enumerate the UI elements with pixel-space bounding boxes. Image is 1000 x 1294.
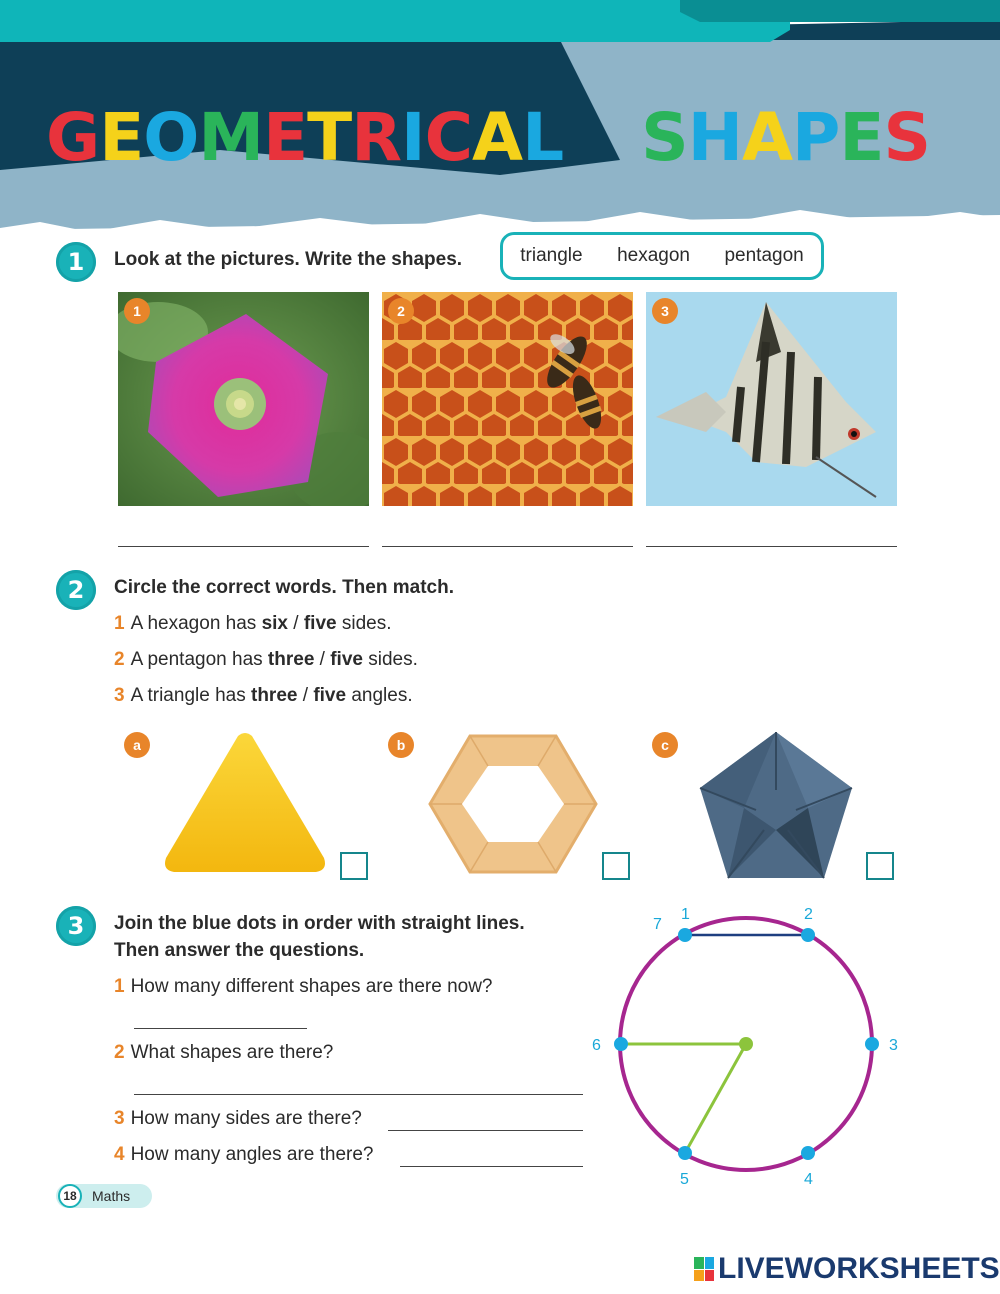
pentagon-puzzle: [696, 730, 856, 880]
pink-flower-photo: [118, 292, 369, 506]
match-checkbox-a[interactable]: [340, 852, 368, 880]
option-word[interactable]: three: [267, 649, 315, 670]
dot-label-6: 6: [592, 1037, 601, 1054]
answer-line-q3[interactable]: [388, 1130, 583, 1131]
dot-label-2: 2: [804, 906, 813, 923]
yellow-triangle: [160, 730, 330, 876]
shape-badge-b: b: [388, 732, 414, 758]
question-3: 3 How many sides are there?: [114, 1108, 362, 1129]
dot-label-4: 4: [804, 1171, 813, 1188]
dot-label-5: 5: [680, 1171, 689, 1188]
answer-line-q4[interactable]: [400, 1166, 583, 1167]
option-word[interactable]: five: [330, 649, 363, 670]
word-bank-item: hexagon: [617, 245, 690, 266]
option-word[interactable]: five: [313, 685, 347, 706]
angelfish-photo: [646, 292, 897, 506]
exercise-1-instruction: Look at the pictures. Write the shapes.: [114, 249, 463, 270]
option-word[interactable]: six: [261, 613, 288, 634]
answer-line-2[interactable]: [382, 546, 633, 547]
word-bank: [500, 232, 824, 280]
blue-dot-6[interactable]: [614, 1037, 628, 1051]
match-checkbox-b[interactable]: [602, 852, 630, 880]
match-checkbox-c[interactable]: [866, 852, 894, 880]
dot-label-7: 7: [653, 916, 662, 933]
dot-label-1: 1: [681, 906, 690, 923]
question-4: 4 How many angles are there?: [114, 1144, 374, 1165]
exercise-1-number: 1: [56, 242, 96, 282]
word-bank-item: pentagon: [724, 245, 804, 266]
statement-2: 2 A pentagon has three / five sides.: [114, 649, 418, 670]
brand-name: LIVEWORKSHEETS: [718, 1252, 1000, 1285]
center-dot[interactable]: [739, 1037, 753, 1051]
liveworksheets-brand[interactable]: [694, 1252, 1000, 1286]
title-word-2: SHAPES: [641, 99, 931, 176]
option-word[interactable]: three: [251, 685, 298, 706]
exercise-2-instruction: Circle the correct words. Then match.: [114, 577, 454, 598]
wooden-hexagon-frame: [428, 734, 598, 874]
blue-dot-5[interactable]: [678, 1146, 692, 1160]
dots-circle-diagram[interactable]: [585, 900, 915, 1200]
shape-badge-a: a: [124, 732, 150, 758]
blue-dot-4[interactable]: [801, 1146, 815, 1160]
statement-1: 1 A hexagon has six / five sides.: [114, 613, 392, 634]
honeycomb-bees-photo: [382, 292, 633, 506]
exercise-3-number: 3: [56, 906, 96, 946]
blue-dot-1[interactable]: [678, 928, 692, 942]
dot-label-3: 3: [889, 1037, 898, 1054]
option-word[interactable]: five: [303, 613, 337, 634]
blue-dot-3[interactable]: [865, 1037, 879, 1051]
subject-label: Maths: [92, 1188, 131, 1204]
question-1: 1 How many different shapes are there now?: [114, 976, 493, 997]
statement-3: 3 A triangle has three / five angles.: [114, 685, 413, 706]
picture-badge: 2: [388, 298, 414, 324]
answer-line-q1[interactable]: [134, 1028, 307, 1029]
answer-line-3[interactable]: [646, 546, 897, 547]
header-banner: [0, 0, 1000, 240]
question-2: 2 What shapes are there?: [114, 1042, 334, 1063]
exercise-2-number: 2: [56, 570, 96, 610]
exercise-3-instruction-line-1: Join the blue dots in order with straight lines.: [114, 913, 525, 934]
picture-badge: 1: [124, 298, 150, 324]
shape-badge-c: c: [652, 732, 678, 758]
exercise-3-instruction-line-2: Then answer the questions.: [114, 940, 365, 961]
word-bank-item: triangle: [520, 245, 583, 266]
page-number: 18: [58, 1184, 82, 1208]
picture-badge: 3: [652, 298, 678, 324]
title-word-1: GEOMETRICAL: [46, 99, 564, 176]
page-footer-tag: [56, 1184, 152, 1208]
answer-line-q2[interactable]: [134, 1094, 583, 1095]
liveworksheets-logo-icon: [694, 1257, 714, 1281]
blue-dot-2[interactable]: [801, 928, 815, 942]
answer-line-1[interactable]: [118, 546, 369, 547]
